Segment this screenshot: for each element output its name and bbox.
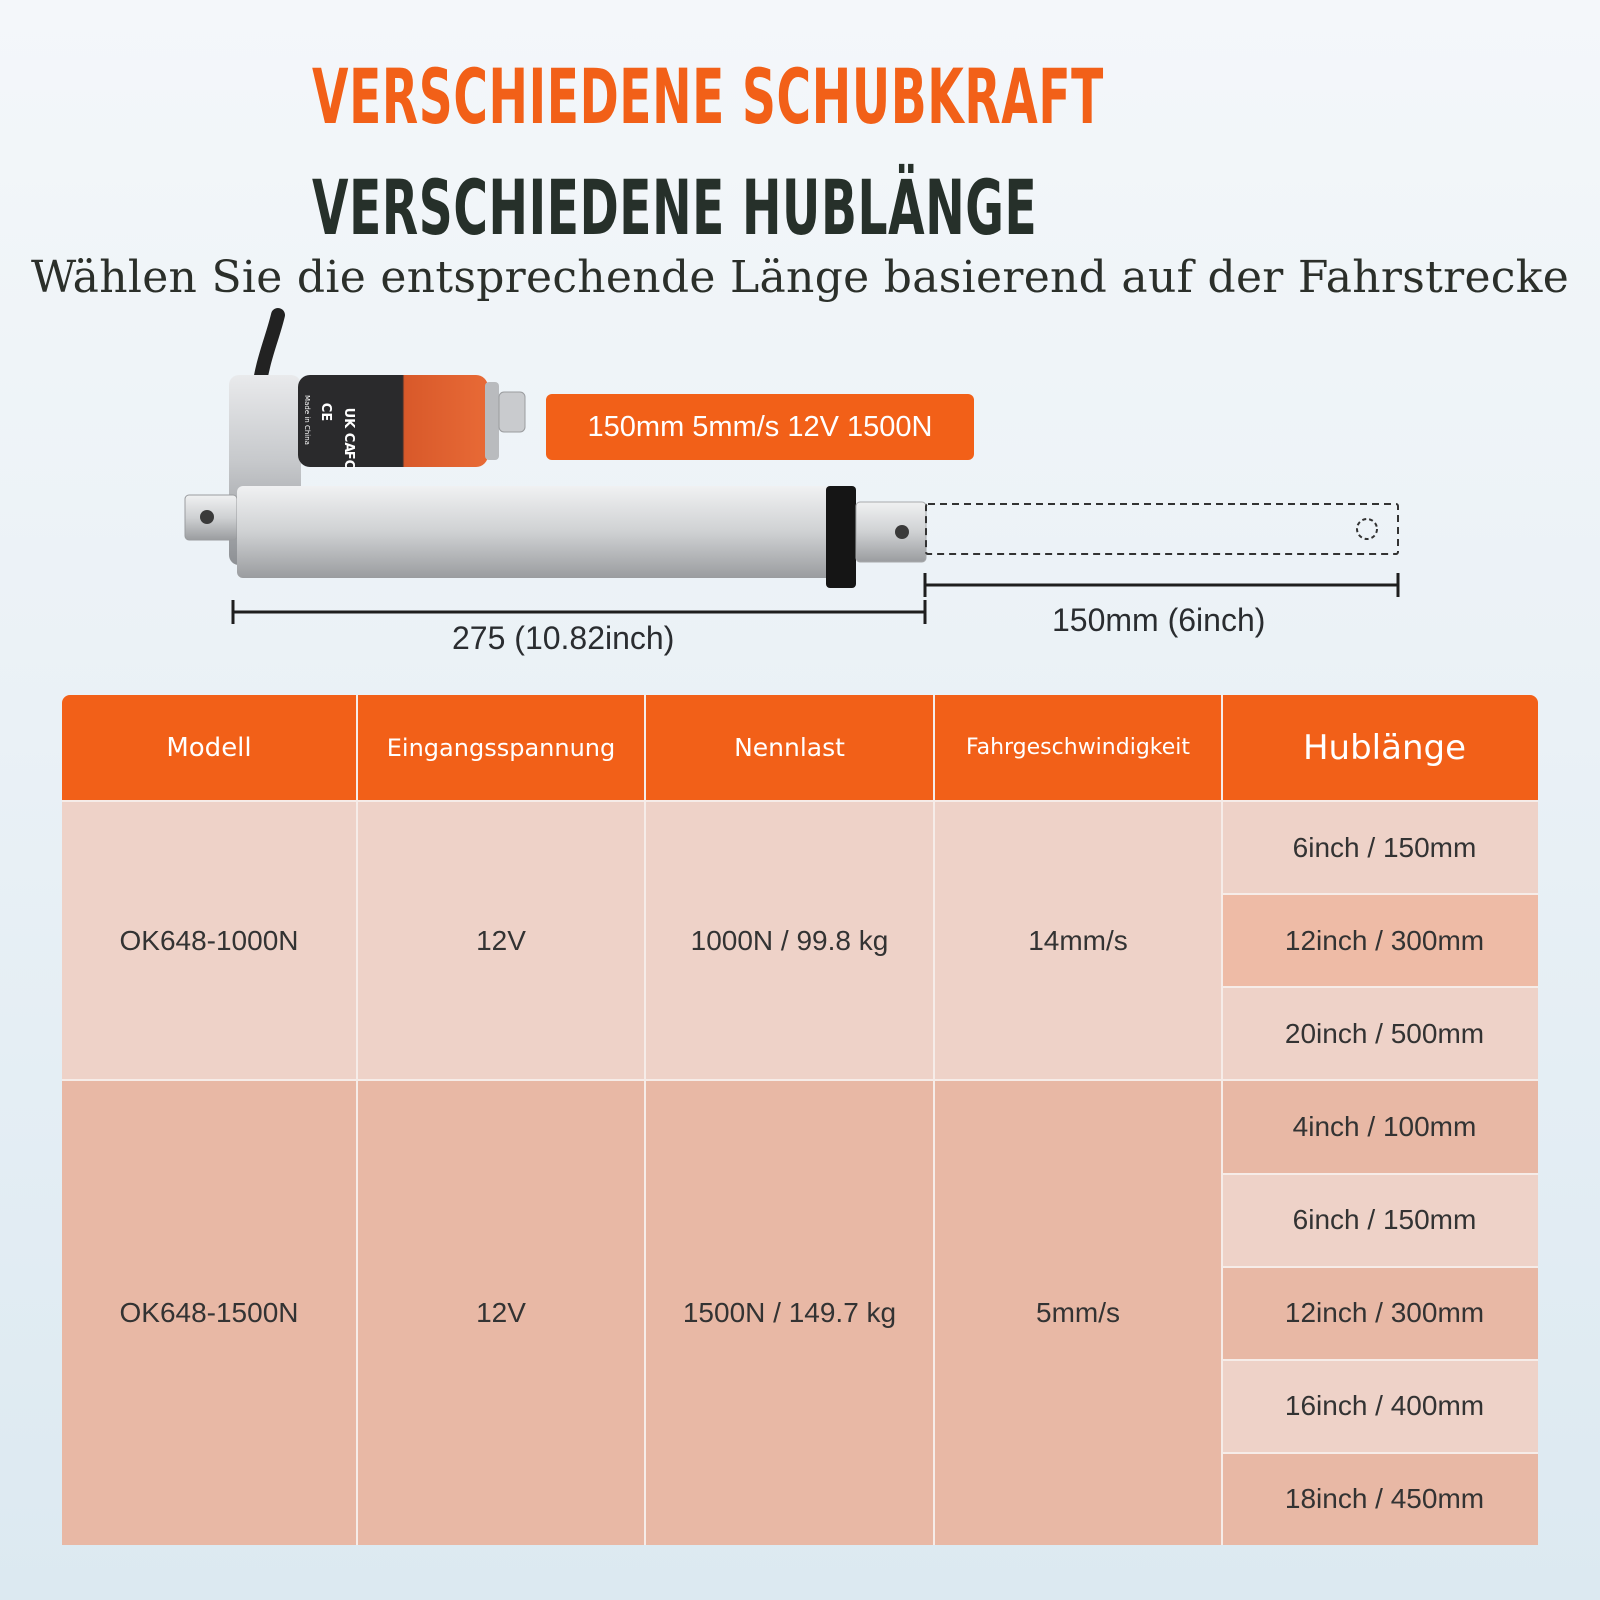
stroke-cell: 6inch / 150mm xyxy=(1223,1175,1538,1266)
stroke-cell: 12inch / 300mm xyxy=(1223,895,1538,986)
header-speed: Fahrgeschwindigkeit xyxy=(935,695,1221,800)
actuator-illustration xyxy=(0,300,1600,680)
model-cell: OK648-1500N xyxy=(62,1081,356,1545)
voltage-cell: 12V xyxy=(358,802,644,1079)
header-model: Modell xyxy=(62,695,356,800)
stroke-cell: 6inch / 150mm xyxy=(1223,802,1538,893)
headline-thrust: VERSCHIEDENE SCHUBKRAFT xyxy=(312,52,1104,141)
speed-cell: 5mm/s xyxy=(935,1081,1221,1545)
motor-label-text: FC xyxy=(341,450,356,470)
spec-table xyxy=(62,695,1538,1545)
load-cell: 1000N / 99.8 kg xyxy=(646,802,933,1079)
load-cell: 1500N / 149.7 kg xyxy=(646,1081,933,1545)
motor-label-text: UK CA xyxy=(341,407,356,453)
stroke-dimension-line xyxy=(925,573,1398,597)
headline-stroke-length: VERSCHIEDENE HUBLÄNGE xyxy=(312,163,1038,252)
model-cell: OK648-1000N xyxy=(62,802,356,1079)
header-load: Nennlast xyxy=(646,695,933,800)
stroke-cell: 4inch / 100mm xyxy=(1223,1081,1538,1172)
motor-label-text: CE xyxy=(318,402,333,422)
stroke-cell: 20inch / 500mm xyxy=(1223,988,1538,1079)
voltage-cell: 12V xyxy=(358,1081,644,1545)
stroke-cell: 12inch / 300mm xyxy=(1223,1268,1538,1359)
outer-tube xyxy=(237,486,833,578)
extended-mount-hole xyxy=(1357,519,1377,539)
tube-seal-ring xyxy=(826,486,856,588)
stroke-cell: 16inch / 400mm xyxy=(1223,1361,1538,1452)
stroke-cell: 18inch / 450mm xyxy=(1223,1454,1538,1545)
extension-rod xyxy=(856,502,926,562)
header-voltage: Eingangsspannung xyxy=(358,695,644,800)
header-stroke: Hublänge xyxy=(1223,695,1538,800)
extended-stroke-outline xyxy=(926,504,1398,554)
motor-label-text: Made in China xyxy=(303,395,311,445)
body-length-label: 275 (10.82inch) xyxy=(452,620,675,656)
stroke-length-label: 150mm (6inch) xyxy=(1052,602,1266,638)
spec-badge: 150mm 5mm/s 12V 1500N xyxy=(546,394,974,460)
subtitle: Wählen Sie die entsprechende Länge basierend auf der Fahrstrecke xyxy=(30,252,1570,303)
speed-cell: 14mm/s xyxy=(935,802,1221,1079)
